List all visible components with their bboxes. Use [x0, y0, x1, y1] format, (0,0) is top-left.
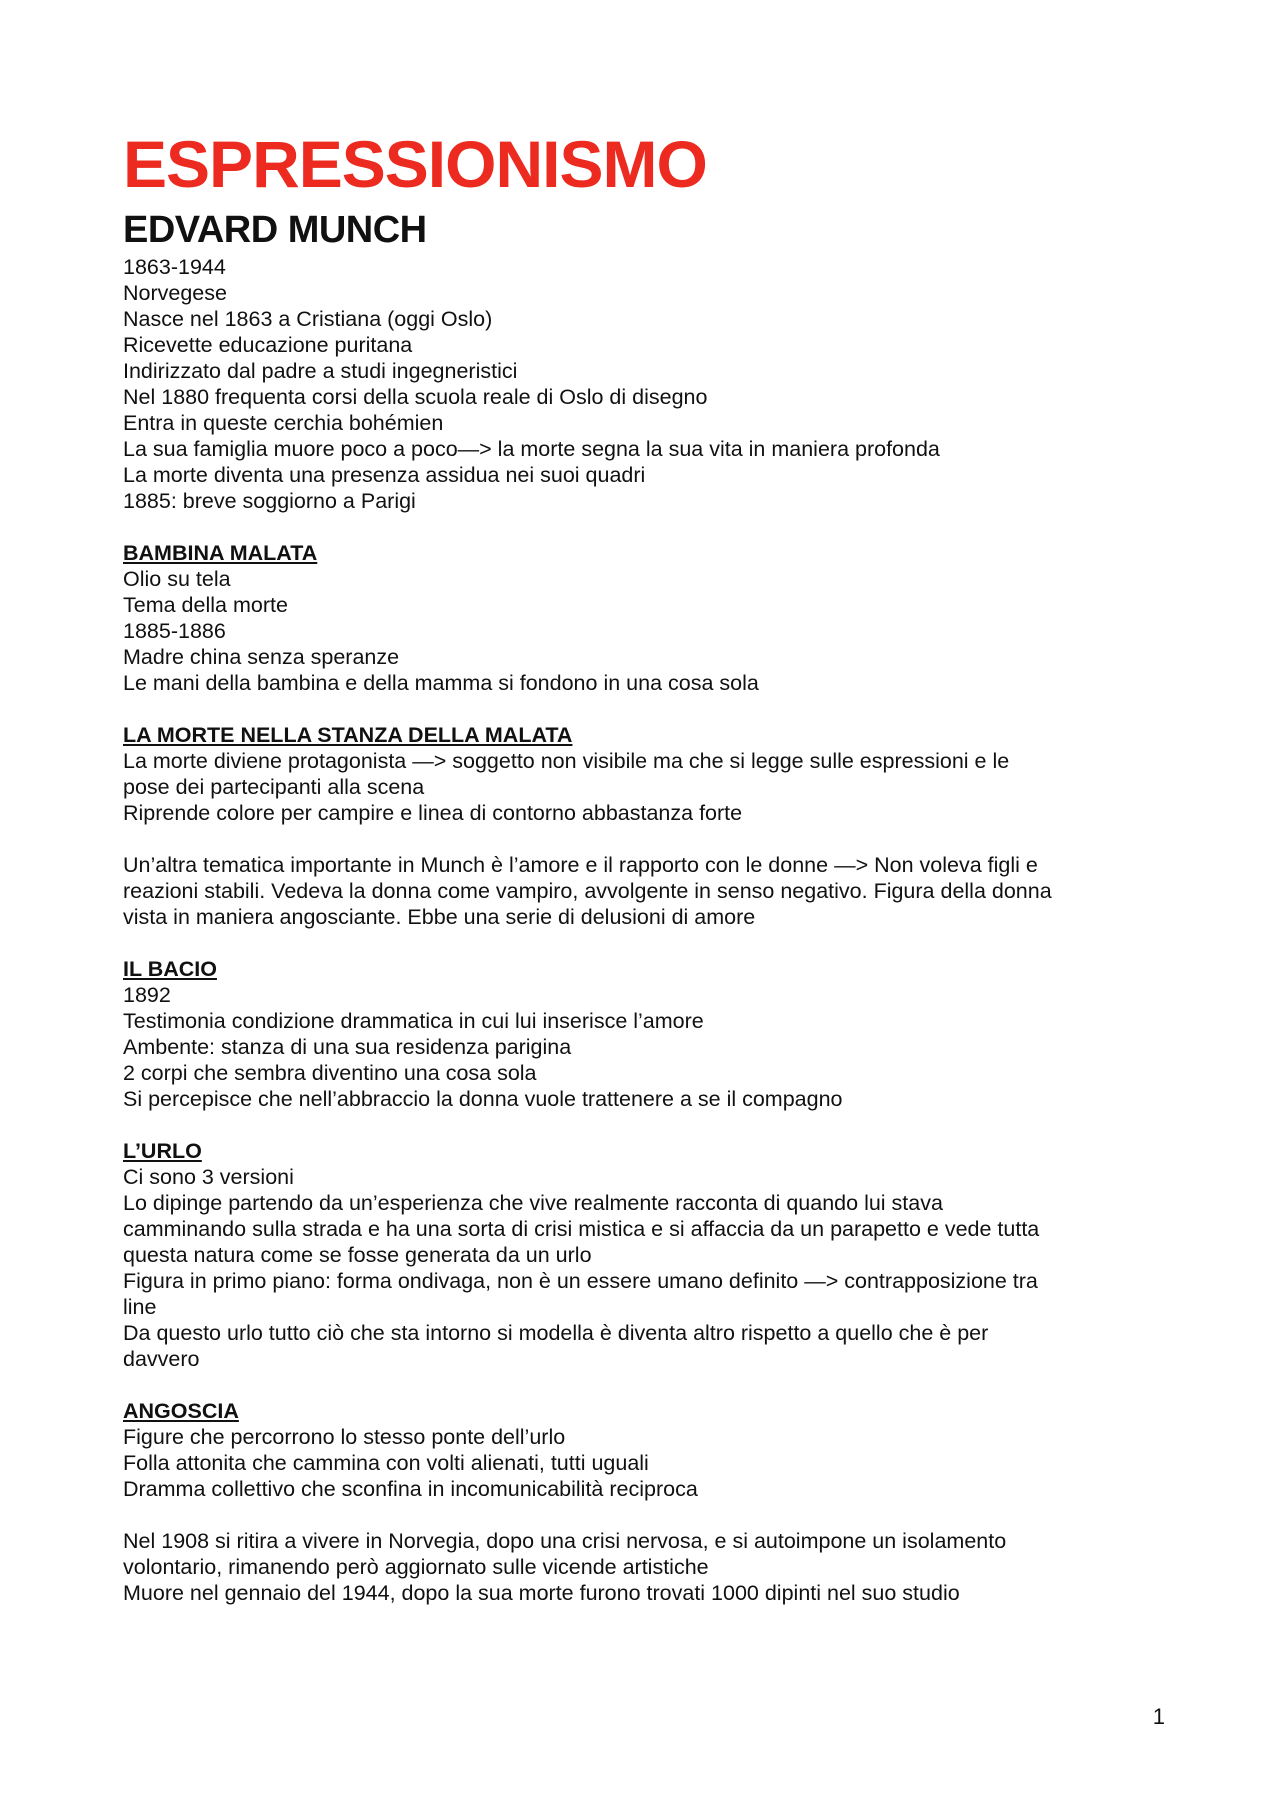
section-line: 1892	[123, 983, 171, 1007]
intro-line: Nasce nel 1863 a Cristiana (oggi Oslo)	[123, 307, 493, 331]
section-line: Ci sono 3 versioni	[123, 1165, 294, 1189]
paragraph-line: reazioni stabili. Vedeva la donna come vampiro, avvolgente in senso negativo. Figura della donna	[123, 879, 1052, 903]
section-line: 1885-1886	[123, 619, 226, 643]
section-heading: L’URLO	[123, 1139, 202, 1163]
section-line: Figure che percorrono lo stesso ponte dell’urlo	[123, 1425, 566, 1449]
section-line: davvero	[123, 1347, 200, 1371]
section-amore-paragraph	[123, 852, 1168, 930]
section-line: Si percepisce che nell’abbraccio la donna vuole trattenere a se il compagno	[123, 1087, 843, 1111]
section-line: Ambente: stanza di una sua residenza parigina	[123, 1035, 572, 1059]
section-heading: IL BACIO	[123, 957, 217, 981]
intro-line: 1885: breve soggiorno a Parigi	[123, 489, 416, 513]
section-line: Figura in primo piano: forma ondivaga, non è un essere umano definito —> contrapposizione tra	[123, 1269, 1038, 1293]
intro-section	[123, 254, 1168, 514]
section-line: La morte diviene protagonista —> soggetto non visibile ma che si legge sulle espressioni e le	[123, 749, 1010, 773]
section-line: Da questo urlo tutto ciò che sta intorno si modella è diventa altro rispetto a quello che è per	[123, 1321, 989, 1345]
section-bambina-malata	[123, 540, 1168, 696]
paragraph-line: Nel 1908 si ritira a vivere in Norvegia, dopo una crisi nervosa, e si autoimpone un isolamento	[123, 1529, 1007, 1553]
page-number: 1	[1152, 1704, 1165, 1729]
section-line: Lo dipinge partendo da un’esperienza che vive realmente racconta di quando lui stava	[123, 1191, 943, 1215]
section-finale-paragraph	[123, 1528, 1168, 1606]
section-line: 2 corpi che sembra diventino una cosa sola	[123, 1061, 537, 1085]
section-line: Testimonia condizione drammatica in cui lui inserisce l’amore	[123, 1009, 704, 1033]
paragraph-line: Un’altra tematica importante in Munch è l’amore e il rapporto con le donne —> Non voleva figli e	[123, 853, 1038, 877]
paragraph-line: volontario, rimanendo però aggiornato sulle vicende artistiche	[123, 1555, 709, 1579]
document-page	[123, 126, 1168, 1606]
section-line: Riprende colore per campire e linea di contorno abbastanza forte	[123, 801, 743, 825]
document-title: ESPRESSIONISMO	[123, 127, 707, 201]
section-il-bacio	[123, 956, 1168, 1112]
section-line: Folla attonita che cammina con volti alienati, tutti uguali	[123, 1451, 649, 1475]
section-angoscia	[123, 1398, 1168, 1502]
section-line: line	[123, 1295, 157, 1319]
section-heading: LA MORTE NELLA STANZA DELLA MALATA	[123, 723, 573, 747]
section-line: pose dei partecipanti alla scena	[123, 775, 425, 799]
section-heading: BAMBINA MALATA	[123, 541, 318, 565]
intro-line: Indirizzato dal padre a studi ingegneristici	[123, 359, 518, 383]
section-line: camminando sulla strada e ha una sorta di crisi mistica e si affaccia da un parapetto e vede tutta	[123, 1217, 1040, 1241]
paragraph-line: Muore nel gennaio del 1944, dopo la sua morte furono trovati 1000 dipinti nel suo studio	[123, 1581, 960, 1605]
intro-line: 1863-1944	[123, 255, 226, 279]
intro-line: Nel 1880 frequenta corsi della scuola reale di Oslo di disegno	[123, 385, 708, 409]
intro-line: Ricevette educazione puritana	[123, 333, 413, 357]
paragraph-line: vista in maniera angosciante. Ebbe una serie di delusioni di amore	[123, 905, 756, 929]
intro-line: Entra in queste cerchia bohémien	[123, 411, 444, 435]
section-line: Madre china senza speranze	[123, 645, 400, 669]
section-line: Tema della morte	[123, 593, 288, 617]
intro-line: La sua famiglia muore poco a poco—> la morte segna la sua vita in maniera profonda	[123, 437, 940, 461]
section-line: Le mani della bambina e della mamma si fondono in una cosa sola	[123, 671, 759, 695]
section-l-urlo	[123, 1138, 1168, 1372]
section-morte-stanza	[123, 722, 1168, 826]
artist-name-heading: EDVARD MUNCH	[123, 209, 427, 251]
section-line: questa natura come se fosse generata da un urlo	[123, 1243, 592, 1267]
section-line: Dramma collettivo che sconfina in incomunicabilità reciproca	[123, 1477, 698, 1501]
section-line: Olio su tela	[123, 567, 231, 591]
intro-line: La morte diventa una presenza assidua nei suoi quadri	[123, 463, 646, 487]
section-heading: ANGOSCIA	[123, 1399, 239, 1423]
intro-line: Norvegese	[123, 281, 227, 305]
